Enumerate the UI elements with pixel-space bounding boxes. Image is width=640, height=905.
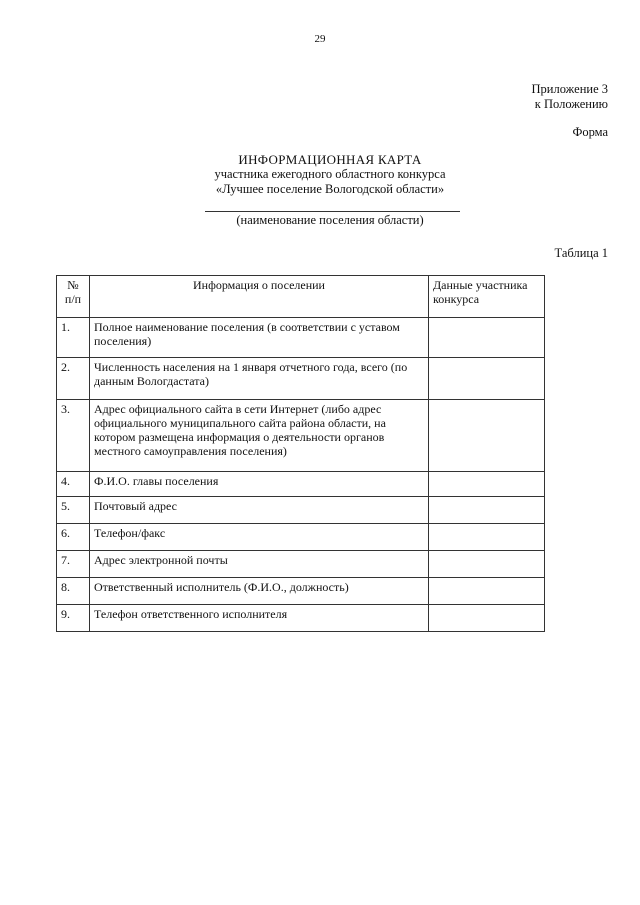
- table-row: [57, 578, 545, 605]
- header-num: № п/п: [57, 276, 90, 318]
- table-row: [57, 318, 545, 358]
- row-num: 5.: [57, 497, 90, 524]
- appendix-line-1: Приложение 3: [531, 82, 608, 96]
- title-line-3: «Лучшее поселение Вологодской области»: [215, 182, 445, 196]
- row-data-cell[interactable]: [429, 358, 545, 400]
- page-number: 29: [314, 33, 326, 45]
- row-num: 3.: [57, 400, 90, 472]
- title-main: ИНФОРМАЦИОННАЯ КАРТА: [238, 152, 422, 167]
- row-info: Численность населения на 1 января отчетного года, всего (по данным Вологдастата): [90, 358, 429, 400]
- row-data-cell[interactable]: [429, 318, 545, 358]
- table-row: [57, 400, 545, 472]
- row-num: 7.: [57, 551, 90, 578]
- row-num: 6.: [57, 524, 90, 551]
- row-info: Адрес электронной почты: [90, 551, 429, 578]
- header-info: Информация о поселении: [90, 276, 429, 318]
- appendix-line-2: к Положению: [534, 97, 608, 111]
- row-data-cell[interactable]: [429, 497, 545, 524]
- appendix-reference: [532, 82, 608, 112]
- row-info: Полное наименование поселения (в соответствии с уставом поселения): [90, 318, 429, 358]
- table-row: [57, 605, 545, 632]
- row-data-cell[interactable]: [429, 551, 545, 578]
- settlement-name-caption: (наименование поселения области): [236, 213, 424, 227]
- document-title: [150, 152, 510, 197]
- table-header-row: [57, 276, 545, 318]
- row-info: Телефон ответственного исполнителя: [90, 605, 429, 632]
- row-num: 8.: [57, 578, 90, 605]
- row-data-cell[interactable]: [429, 472, 545, 497]
- table-row: [57, 358, 545, 400]
- table-label: Таблица 1: [554, 246, 608, 260]
- row-info: Телефон/факс: [90, 524, 429, 551]
- row-num: 2.: [57, 358, 90, 400]
- info-table: [56, 275, 545, 632]
- row-info: Почтовый адрес: [90, 497, 429, 524]
- table-row: [57, 472, 545, 497]
- row-num: 9.: [57, 605, 90, 632]
- title-line-2: участника ежегодного областного конкурса: [214, 167, 446, 181]
- header-data: Данные участника конкурса: [429, 276, 545, 318]
- table-row: [57, 551, 545, 578]
- row-data-cell[interactable]: [429, 578, 545, 605]
- row-num: 4.: [57, 472, 90, 497]
- row-data-cell[interactable]: [429, 400, 545, 472]
- settlement-name-line: [205, 211, 460, 212]
- table-row: [57, 497, 545, 524]
- table-row: [57, 524, 545, 551]
- row-data-cell[interactable]: [429, 605, 545, 632]
- row-info: Ф.И.О. главы поселения: [90, 472, 429, 497]
- row-info: Ответственный исполнитель (Ф.И.О., должность): [90, 578, 429, 605]
- form-label: Форма: [572, 125, 608, 139]
- row-info: Адрес официального сайта в сети Интернет (либо адрес официального муниципального сайта района области, на котором размещена информация о деятельности органов местного самоуправления поселения): [90, 400, 429, 472]
- row-num: 1.: [57, 318, 90, 358]
- row-data-cell[interactable]: [429, 524, 545, 551]
